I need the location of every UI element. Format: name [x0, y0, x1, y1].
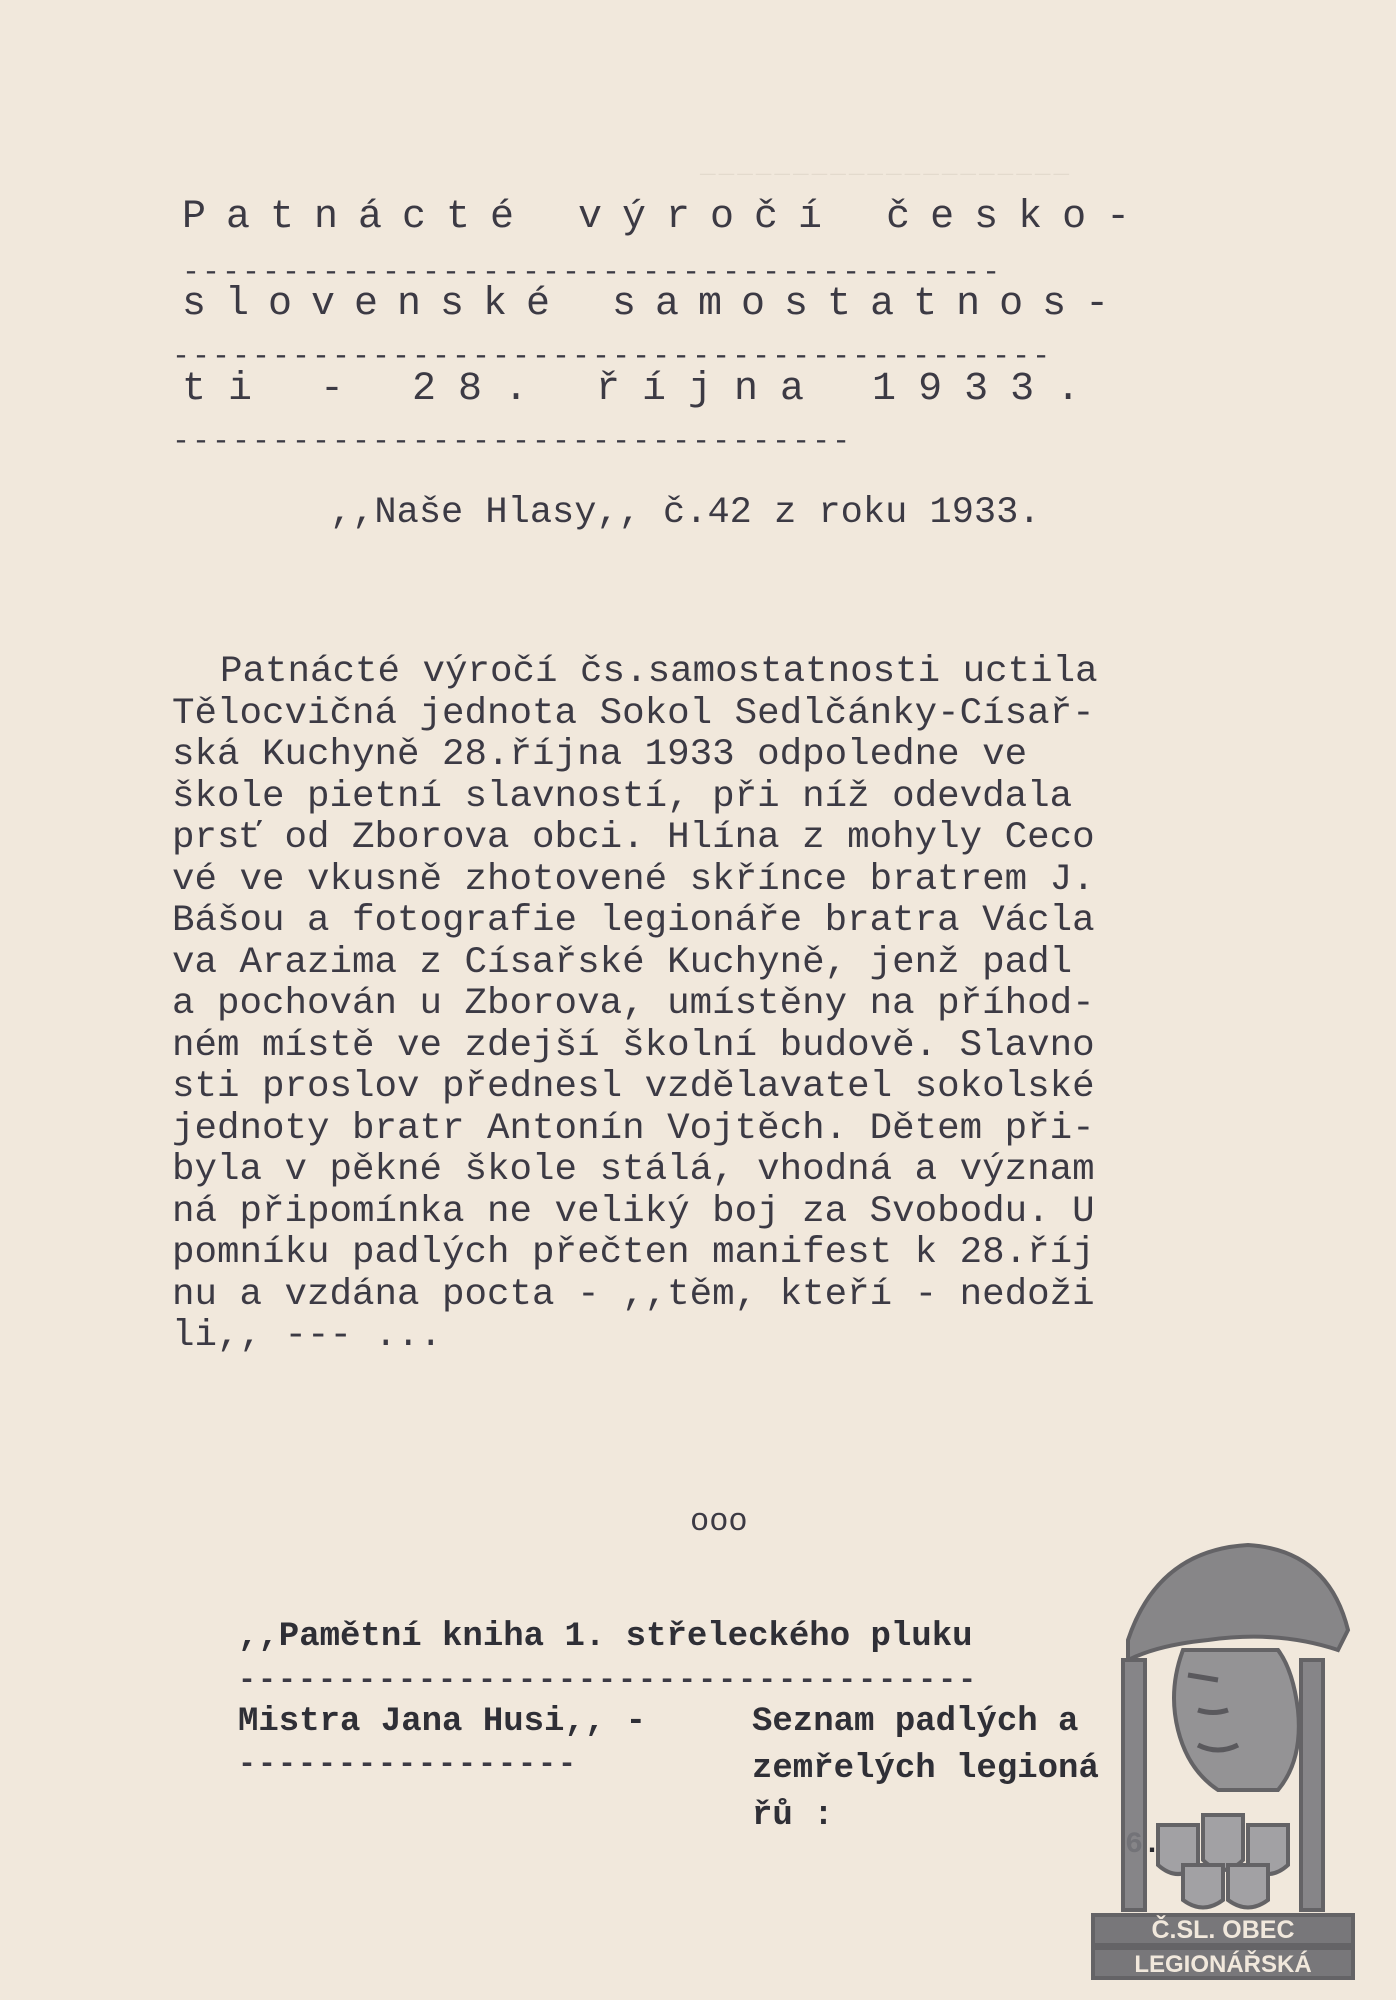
title-underline-1: ----------------------------------------- [182, 256, 1003, 290]
section-separator: ooo [690, 1503, 748, 1540]
body-line: prsť od Zborova obci. Hlína z mohyly Ceco [172, 817, 1095, 859]
body-line: byla v pěkné škole stálá, vhodná a význam [172, 1149, 1095, 1191]
body-line: pomníku padlých přečten manifest k 28.říj [172, 1232, 1095, 1274]
body-paragraph [172, 652, 1192, 1358]
footer-underline-2: ----------------- [238, 1748, 579, 1782]
body-line: vé ve vkusně zhotovené skřínce bratrem J. [172, 858, 1095, 901]
logo-text-top: Č.SL. OBEC [1151, 1916, 1295, 1944]
body-line: ná připomínka ne veliký boj za Svobodu. U [172, 1190, 1095, 1233]
legion-emblem-logo [1088, 1520, 1358, 1980]
body-line: jednoty bratr Antonín Vojtěch. Dětem při- [172, 1107, 1095, 1150]
body-line: sti proslov přednesl vzdělavatel sokolské [172, 1066, 1095, 1108]
body-line: škole pietní slavností, při níž odevdala [172, 775, 1073, 818]
footer-underline-1: ------------------------------------- [238, 1664, 979, 1698]
footer-line-4: řů : [752, 1797, 834, 1835]
title-underline-2: -------------------------------------------- [172, 340, 1053, 374]
footer-line-2-right: Seznam padlých a [752, 1703, 1079, 1741]
source-reference: ,,Naše Hlasy,, č.42 z roku 1933. [330, 492, 1041, 534]
body-line: li,, --- ... [172, 1315, 443, 1357]
title-line-3: ti - 28. října 1933. [182, 367, 1103, 412]
title-line-1: Patnácté výročí česko- [182, 195, 1151, 240]
footer-line-2-left: Mistra Jana Husi,, - [238, 1703, 647, 1741]
title-underline-3: ---------------------------------- [172, 425, 853, 459]
body-line: nu a vzdána pocta - ,,těm, kteří - nedoži [172, 1273, 1095, 1316]
bleed-through-text: ____________________ [700, 150, 1073, 180]
body-line: a pochován u Zborova, umístěny na příhod- [172, 983, 1095, 1025]
footer-line-3: zemřelých legioná [752, 1750, 1099, 1788]
body-line: Patnácté výročí čs.samostatnosti uctila [220, 651, 1098, 693]
logo-text-bottom: LEGIONÁŘSKÁ [1134, 1951, 1312, 1978]
body-line: Bášou a fotografie legionáře bratra Václa [172, 900, 1095, 942]
title-line-2: slovenské samostatnos- [182, 282, 1129, 327]
body-line: ném místě ve zdejší školní budově. Slavno [172, 1024, 1095, 1067]
body-line: Tělocvičná jednota Sokol Sedlčánky-Císař- [172, 692, 1095, 735]
body-line: ská Kuchyně 28.října 1933 odpoledne ve [172, 734, 1028, 776]
body-line: va Arazima z Císařské Kuchyně, jenž padl [172, 941, 1073, 984]
footer-line-1: ,,Pamětní kniha 1. střeleckého pluku [238, 1618, 973, 1656]
